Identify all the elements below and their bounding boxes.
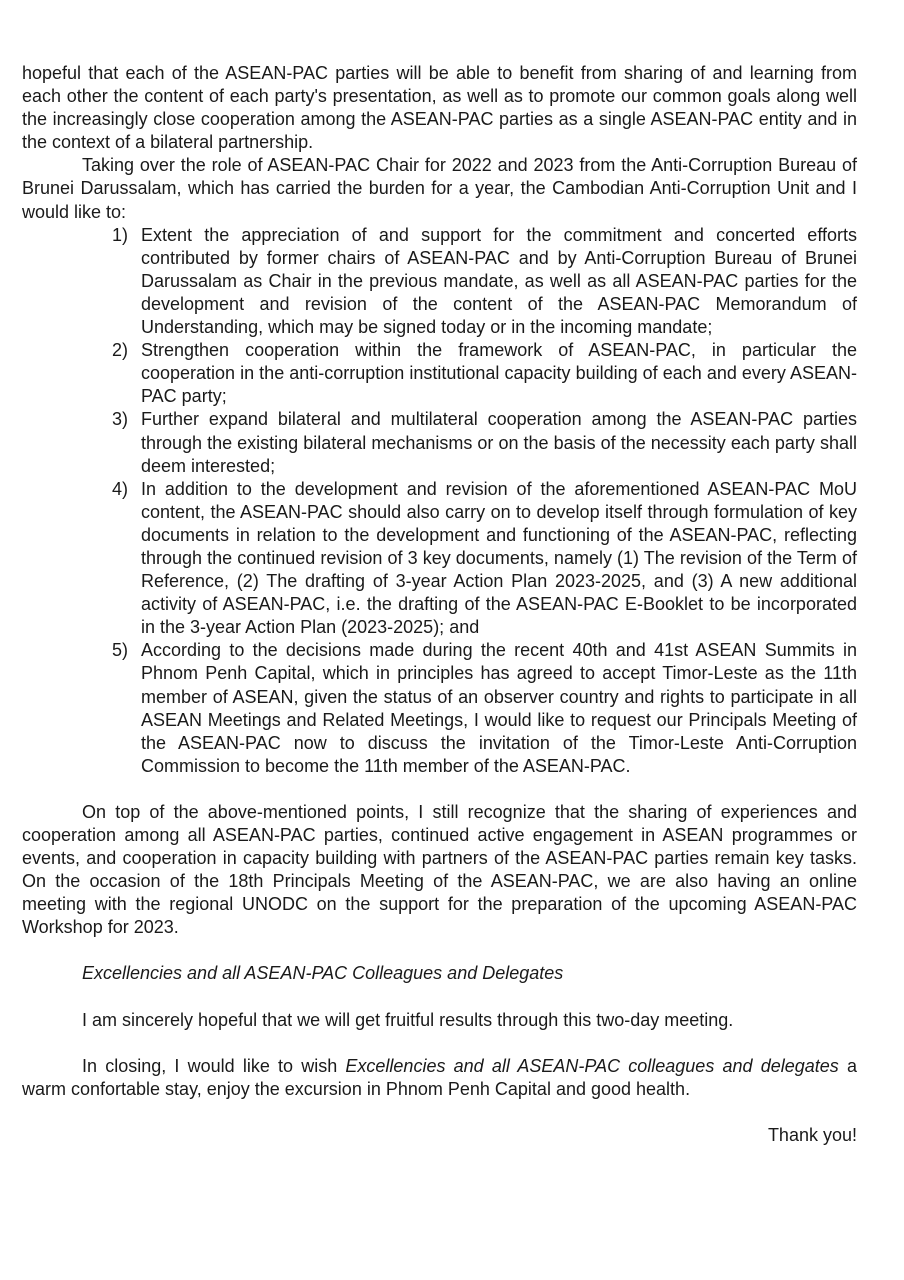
list-item-text: In addition to the development and revision of the aforementioned ASEAN-PAC MoU content, the ASEAN-PAC should also carry on to develop itself through formulation of key documents in relation to the development and functioning of the ASEAN-PAC, reflecting through the continued revision of 3 key documents, namely (1) The revision of the Term of Reference, (2) The drafting of 3-year Action Plan 2023-2025, and (3) A new additional activity of ASEAN-PAC, i.e. the drafting of the ASEAN-PAC E-Booklet to be incorporated in the 3-year Action Plan (2023-2025); and <box>141 478 857 638</box>
list-item <box>112 478 857 640</box>
closing-lead-text: In closing, I would like to wish <box>82 1055 346 1076</box>
action-points-list <box>22 224 857 778</box>
thank-you-line: Thank you! <box>767 1124 857 1145</box>
list-item-text: Strengthen cooperation within the framework of ASEAN-PAC, in particular the cooperation in the anti-corruption institutional capacity building of each and every ASEAN-PAC party; <box>141 340 857 407</box>
recognition-paragraph: On top of the above-mentioned points, I still recognize that the sharing of experiences and cooperation among all ASEAN-PAC parties, continued active engagement in ASEAN programmes or events, and cooperation in capacity building with partners of the ASEAN-PAC parties remain key tasks. On the occasion of the 18th Principals Meeting of the ASEAN-PAC, we are also having an online meeting with the regional UNODC on the support for the preparation of the upcoming ASEAN-PAC Workshop for 2023. <box>22 801 857 938</box>
list-item-number: 3) <box>112 409 129 430</box>
list-item <box>112 408 857 477</box>
list-item-number: 4) <box>112 478 129 499</box>
salutation-line: Excellencies and all ASEAN-PAC Colleagues and Delegates <box>82 963 564 984</box>
chair-paragraph: Taking over the role of ASEAN-PAC Chair for 2022 and 2023 from the Anti-Corruption Bureau of Brunei Darussalam, which has carried the burden for a year, the Cambodian Anti-Corruption Unit and I would like to: <box>22 155 857 222</box>
list-item-number: 1) <box>112 224 129 245</box>
hope-paragraph: I am sincerely hopeful that we will get fruitful results through this two-day meeting. <box>82 1009 734 1030</box>
list-item-number: 2) <box>112 340 129 361</box>
closing-emphasis-text: Excellencies and all ASEAN-PAC colleagues and delegates <box>345 1055 839 1076</box>
list-item-number: 5) <box>112 640 129 661</box>
list-item-text: Extent the appreciation of and support for the commitment and concerted efforts contributed by former chairs of ASEAN-PAC and by Anti-Corruption Bureau of Brunei Darussalam as Chair in the previous mandate, as well as all ASEAN-PAC parties for the development and revision of the content of the ASEAN-PAC Memorandum of Understanding, which may be signed today or in the incoming mandate; <box>141 224 857 338</box>
list-item-text: According to the decisions made during the recent 40th and 41st ASEAN Summits in Phnom Penh Capital, which in principles has agreed to accept Timor-Leste as the 11th member of ASEAN, given the status of an observer country and rights to participate in all ASEAN Meetings and Related Meetings, I would like to request our Principals Meeting of the ASEAN-PAC now to discuss the invitation of the Timor-Leste Anti-Corruption Commission to become the 11th member of the ASEAN-PAC. <box>141 640 857 776</box>
closing-paragraph <box>22 1055 857 1101</box>
list-item-text: Further expand bilateral and multilateral cooperation among the ASEAN-PAC parties through the existing bilateral mechanisms or on the basis of the necessity each party shall deem interested; <box>141 409 857 476</box>
list-item <box>112 639 857 778</box>
intro-continuation-paragraph: hopeful that each of the ASEAN-PAC parties will be able to benefit from sharing of and learning from each other the content of each party's presentation, as well as to promote our common goals along well the increasingly close cooperation among the ASEAN-PAC parties as a single ASEAN-PAC entity and in the context of a bilateral partnership. <box>22 63 857 153</box>
closing-tail-text: a warm confortable stay, enjoy the excursion in Phnom Penh Capital and good health. <box>22 1055 857 1099</box>
list-item <box>112 339 857 408</box>
list-item <box>112 224 857 339</box>
document-page <box>22 62 857 1147</box>
